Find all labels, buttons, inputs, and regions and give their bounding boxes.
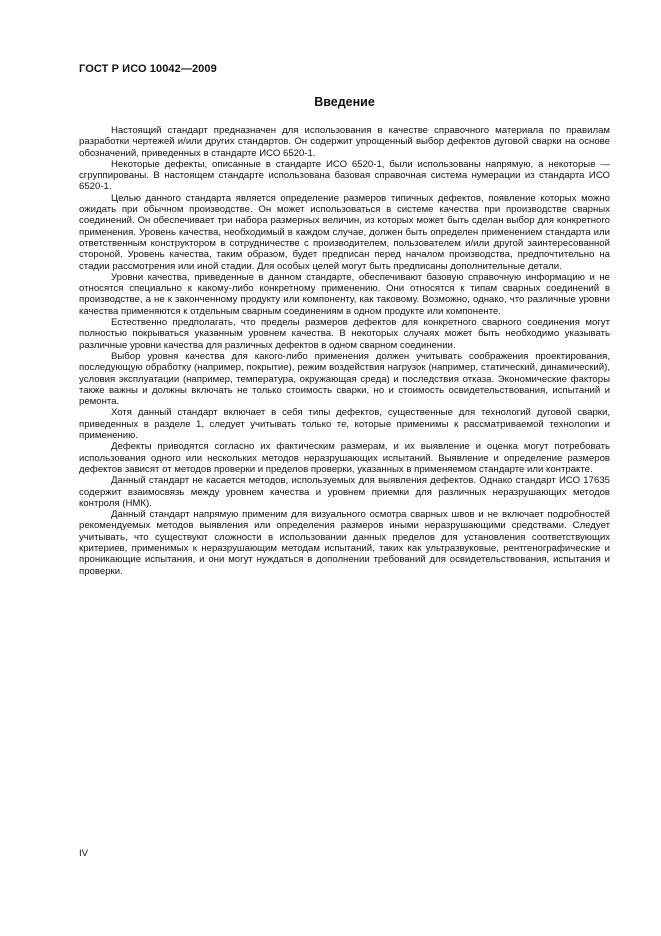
- paragraph: Выбор уровня качества для какого-либо применения должен учитывать соображения проектирования, последующую обработку (например, покрытие), режим воздействия нагрузок (например, статический, динамический), условия эксплуатации (например, температура, окружающая среда) и последствия отказа. Экономические факторы также важны и должны включать не только стоимость сварки, но и стоимость освидетельствования, испытаний и ремонта.: [79, 350, 610, 408]
- paragraph: Данный стандарт не касается методов, используемых для выявления дефектов. Однако стандарт ИСО 17635 содержит взаимосвязь между уровнем качества и уровнем приемки для различных неразрушающих методов контроля (НМК).: [79, 475, 610, 509]
- paragraph: Дефекты приводятся согласно их фактическим размерам, и их выявление и оценка могут потребовать использования одного или нескольких методов неразрушающих испытаний. Выявление и определение размеров дефектов зависят от методов проверки и пределов проверки, указанных в применяемом стандарте или контракте.: [79, 441, 610, 475]
- document-header: ГОСТ Р ИСО 10042—2009: [79, 63, 217, 75]
- section-title: Введение: [314, 95, 375, 109]
- paragraph: Уровни качества, приведенные в данном стандарте, обеспечивают базовую справочную информацию и не относятся специально к какому-либо конкретному применению. Они относятся к типам сварных соединений в производстве, а не к законченному продукту или компоненту, как таковому. Возможно, однако, что различные уровни качества применяются к отдельным сварным соединениям в одном продукте или компоненте.: [79, 271, 610, 317]
- page-number: IV: [79, 848, 89, 859]
- paragraph: Хотя данный стандарт включает в себя типы дефектов, существенные для технологий дуговой сварки, приведенных в разделе 1, следует учитывать только те, которые применимы к рассматриваемой технологии и применению.: [79, 407, 610, 442]
- paragraph: Некоторые дефекты, описанные в стандарте ИСО 6520-1, были использованы напрямую, а некоторые — сгруппированы. В настоящем стандарте использована базовая справочная система нумерации из стандарта ИСО 6520-1.: [79, 158, 610, 193]
- paragraph: Целью данного стандарта является определение размеров типичных дефектов, появление которых можно ожидать при обычном производстве. Он может использоваться в системе качества при производстве сварных соединений. Он обеспечивает три набора размерных величин, из которых может быть сделан выбор для конкретного применения. Уровень качества, необходимый в каждом случае, должен быть определен применением стандарта или ответственным конструктором в сотрудничестве с производителем, пользователем и/или другой заинтересованной стороной. Уровень качества, таким образом, будет предписан перед началом производства, предпочтительно на стадии рассмотрения или иной стадии. Для особых целей могут быть предписаны дополнительные детали.: [79, 192, 610, 272]
- paragraph: Настоящий стандарт предназначен для использования в качестве справочного материала по правилам разработки чертежей и/или других стандартов. Он содержит упрощенный выбор дефектов дуговой сварки на основе обозначений, приведенных в стандарте ИСО 6520-1.: [79, 125, 610, 159]
- body-text: [79, 125, 610, 577]
- paragraph: Естественно предполагать, что пределы размеров дефектов для конкретного сварного соединения могут полностью покрываться указанным уровнем качества. В некоторых случаях может быть необходимо указывать различные уровни качества для различных дефектов в одном сварном соединении.: [79, 317, 610, 351]
- paragraph: Данный стандарт напрямую применим для визуального осмотра сварных швов и не включает подробностей рекомендуемых методов выявления или определения размеров иными неразрушающими средствами. Следует учитывать, что существуют сложности в использовании данных пределов для установления соответствующих критериев, применимых к неразрушающим методам испытаний, таких как ультразвуковые, рентгенографические и проникающие испытания, и они могут нуждаться в дополнении требований для освидетельствования, испытания и проверки.: [79, 509, 610, 577]
